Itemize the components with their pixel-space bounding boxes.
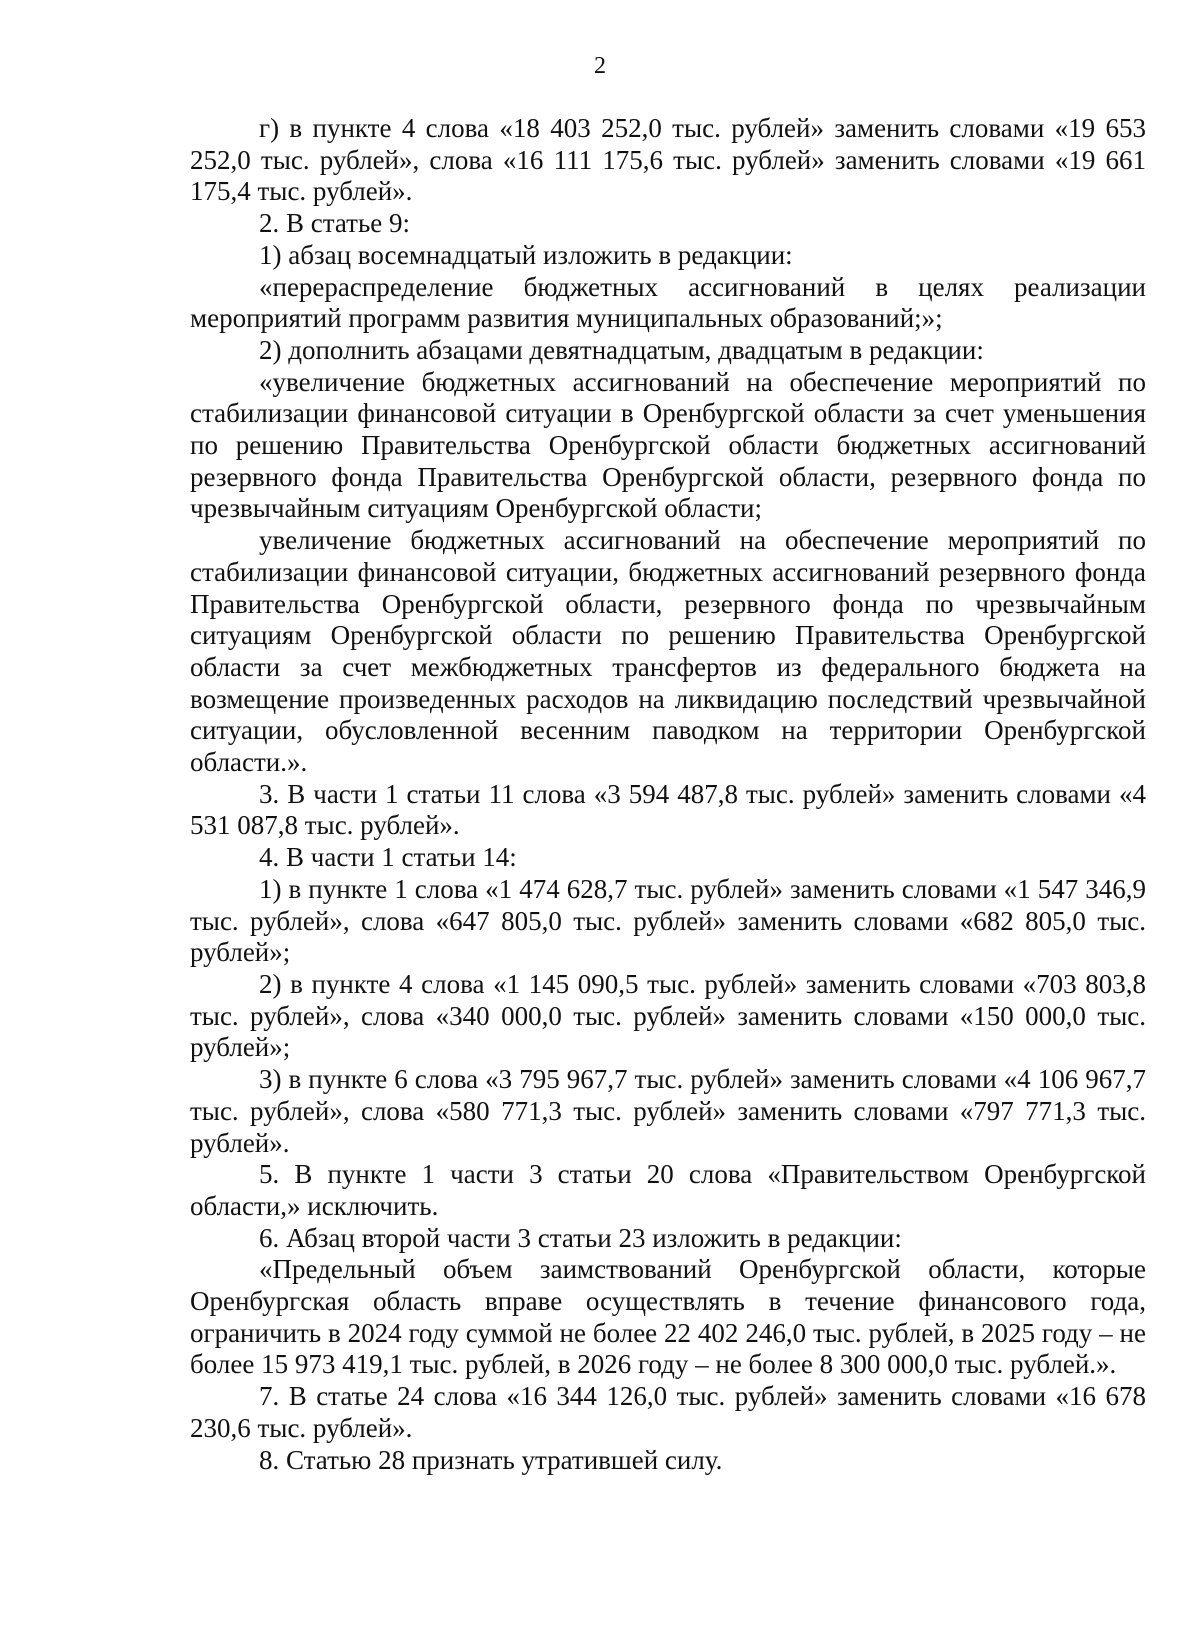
paragraph-article-14-item-1: 1) в пункте 1 слова «1 474 628,7 тыс. рублей» заменить словами «1 547 346,9 тыс. рублей», слова «647 805,0 тыс. рублей» заменить словами «682 805,0 тыс. рублей»; [190,873,1146,968]
paragraph-article-14-item-2: 2) в пункте 4 слова «1 145 090,5 тыс. рублей» заменить словами «703 803,8 тыс. рублей», слова «340 000,0 тыс. рублей» заменить словами «150 000,0 тыс. рублей»; [190,968,1146,1063]
paragraph-item-1: 1) абзац восемнадцатый изложить в редакции: [259,239,793,270]
paragraph-article-14: 4. В части 1 статьи 14: [259,842,517,873]
paragraph-quote-increase-2: увеличение бюджетных ассигнований на обеспечение мероприятий по стабилизации финансовой ситуации, бюджетных ассигнований резервного фонда Правительства Оренбургской области, резервного фонда по чрезвычайным ситуациям Оренбургской области по решению Правительства Оренбургской области за счет межбюджетных трансфертов из федерального бюджета на возмещение произведенных расходов на ликвидацию последствий чрезвычайной ситуации, обусловленной весенним паводком на территории Оренбургской области.». [190,525,1146,778]
paragraph-article-20: 5. В пункте 1 части 3 статьи 20 слова «Правительством Оренбургской области,» исключить. [190,1159,1146,1221]
document-body [190,113,1146,1476]
paragraph-article-28: 8. Статью 28 признать утратившей силу. [259,1444,723,1475]
paragraph-article-9: 2. В статье 9: [259,208,411,239]
paragraph-article-11: 3. В части 1 статьи 11 слова «3 594 487,8 тыс. рублей» заменить словами «4 531 087,8 тыс. рублей». [190,778,1146,841]
paragraph-quote-increase-1: «увеличение бюджетных ассигнований на обеспечение мероприятий по стабилизации финансовой ситуации в Оренбургской области за счет уменьшения по решению Правительства Оренбургской области бюджетных ассигнований резервного фонда Правительства Оренбургской области, резервного фонда по чрезвычайным ситуациям Оренбургской области; [190,366,1146,524]
paragraph-item-g: г) в пункте 4 слова «18 403 252,0 тыс. рублей» заменить словами «19 653 252,0 тыс. рублей», слова «16 111 175,6 тыс. рублей» заменить словами «19 661 175,4 тыс. рублей». [190,113,1146,207]
paragraph-article-23: 6. Абзац второй части 3 статьи 23 изложить в редакции: [259,1222,902,1253]
page-number: 2 [594,53,606,79]
paragraph-quote-borrowing-limit: «Предельный объем заимствований Оренбургской области, которые Оренбургская область вправе осуществлять в течение финансового года, ограничить в 2024 году суммой не более 22 402 246,0 тыс. рублей, в 2025 году – не более 15 973 419,1 тыс. рублей, в 2026 году – не более 8 300 000,0 тыс. рублей.». [190,1254,1146,1380]
paragraph-article-14-item-3: 3) в пункте 6 слова «3 795 967,7 тыс. рублей» заменить словами «4 106 967,7 тыс. рублей», слова «580 771,3 тыс. рублей» заменить словами «797 771,3 тыс. рублей». [190,1064,1146,1158]
paragraph-item-2: 2) дополнить абзацами девятнадцатым, двадцатым в редакции: [259,334,984,365]
paragraph-quote-redistribution: «перераспределение бюджетных ассигнований в целях реализации мероприятий программ развития муниципальных образований;»; [190,271,1146,334]
paragraph-article-24: 7. В статье 24 слова «16 344 126,0 тыс. рублей» заменить словами «16 678 230,6 тыс. рублей». [190,1381,1146,1443]
